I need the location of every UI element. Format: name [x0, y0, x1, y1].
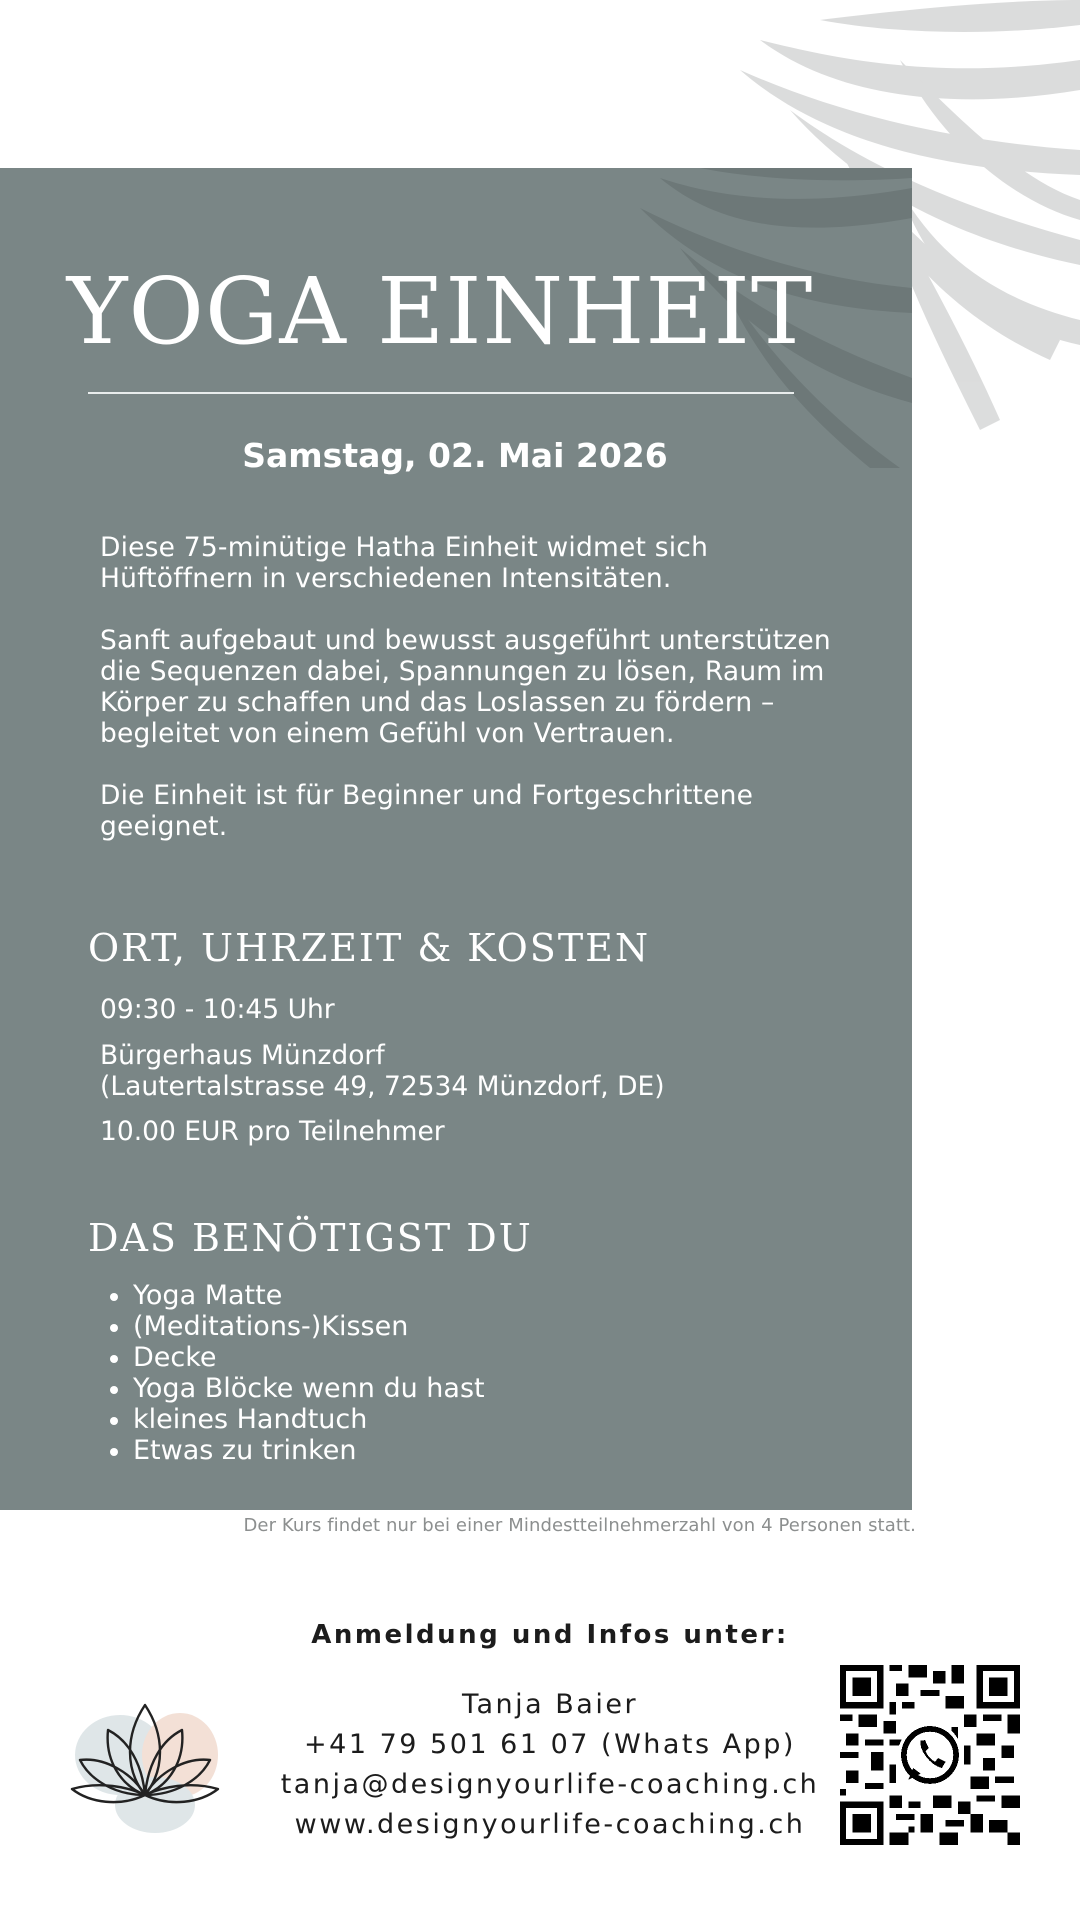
title-divider	[88, 392, 794, 394]
contact-email[interactable]: tanja@designyourlife-coaching.ch	[280, 1769, 820, 1800]
description-paragraph: Die Einheit ist für Beginner und Fortgeschrittene geeignet.	[100, 780, 754, 842]
venue-address: (Lautertalstrasse 49, 72534 Münzdorf, DE)	[100, 1071, 665, 1102]
whatsapp-qr-code[interactable]	[840, 1665, 1020, 1845]
lotus-icon	[60, 1685, 230, 1835]
contact-name: Tanja Baier	[461, 1689, 639, 1720]
event-price: 10.00 EUR pro Teilnehmer	[100, 1116, 445, 1147]
description-paragraph: Sanft aufgebaut und bewusst ausgeführt unterstützen die Sequenzen dabei, Spannungen zu lösen, Raum im Körper zu schaffen und das Loslassen zu fördern – begleitet von einem Gefühl von Vertrauen.	[100, 625, 831, 749]
description-paragraph: Diese 75-minütige Hatha Einheit widmet sich Hüftöffnern in verschiedenen Intensitäten.	[100, 532, 709, 594]
list-item: kleines Handtuch	[108, 1404, 485, 1435]
event-title: YOGA EINHEIT	[66, 258, 814, 365]
minimum-participants-note: Der Kurs findet nur bei einer Mindestteilnehmerzahl von 4 Personen statt.	[243, 1515, 916, 1536]
event-time: 09:30 - 10:45 Uhr	[100, 994, 335, 1025]
list-item: Etwas zu trinken	[108, 1435, 485, 1466]
venue-name: Bürgerhaus Münzdorf	[100, 1040, 385, 1071]
list-item: Yoga Matte	[108, 1280, 485, 1311]
contact-website[interactable]: www.designyourlife-coaching.ch	[294, 1809, 806, 1840]
requirements-list	[108, 1280, 485, 1466]
event-panel	[0, 168, 912, 1510]
list-item: (Meditations-)Kissen	[108, 1311, 485, 1342]
requirements-heading: DAS BENÖTIGST DU	[88, 1216, 533, 1260]
event-description	[100, 532, 840, 873]
list-item: Decke	[108, 1342, 485, 1373]
details-heading: ORT, UHRZEIT & KOSTEN	[88, 926, 651, 970]
list-item: Yoga Blöcke wenn du hast	[108, 1373, 485, 1404]
contact-phone[interactable]: +41 79 501 61 07 (Whats App)	[304, 1729, 796, 1760]
event-date: Samstag, 02. Mai 2026	[242, 436, 668, 475]
event-venue	[100, 1040, 665, 1102]
signup-heading: Anmeldung und Infos unter:	[311, 1620, 789, 1650]
